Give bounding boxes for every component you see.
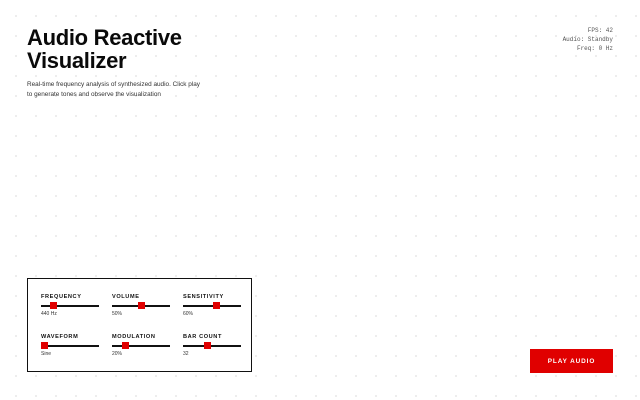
description-line-2: to generate tones and observe the visualization (27, 91, 161, 98)
bar-count-slider[interactable] (183, 345, 241, 347)
bar-count-control (183, 334, 241, 357)
volume-label: VOLUME (112, 294, 140, 300)
modulation-slider-thumb[interactable] (122, 342, 129, 349)
page-title (27, 26, 227, 72)
bar-count-label: BAR COUNT (183, 334, 222, 340)
sensitivity-control (183, 294, 241, 317)
stats-readout (563, 26, 613, 53)
sensitivity-value: 60% (183, 311, 194, 317)
volume-control (112, 294, 170, 317)
play-audio-button[interactable]: PLAY AUDIO (530, 349, 613, 373)
volume-value: 50% (112, 311, 123, 317)
modulation-value: 20% (112, 351, 123, 357)
page-description (27, 80, 227, 100)
bar-count-slider-thumb[interactable] (204, 342, 211, 349)
audio-status-readout: Audio: Standby (562, 36, 613, 43)
controls-panel (27, 278, 252, 372)
waveform-label: WAVEFORM (41, 334, 79, 340)
sensitivity-slider-thumb[interactable] (213, 302, 220, 309)
frequency-value: 440 Hz (41, 311, 57, 317)
bar-count-value: 32 (183, 351, 189, 357)
sensitivity-slider[interactable] (183, 305, 241, 307)
sensitivity-label: SENSITIVITY (183, 294, 224, 300)
frequency-slider[interactable] (41, 305, 99, 307)
waveform-slider[interactable] (41, 345, 99, 347)
fps-readout: FPS: 42 (587, 27, 613, 34)
waveform-value: Sine (41, 351, 52, 357)
description-line-1: Real-time frequency analysis of synthesized audio. Click play (27, 81, 200, 88)
modulation-label: MODULATION (112, 334, 156, 340)
frequency-control (41, 294, 99, 317)
volume-slider[interactable] (112, 305, 170, 307)
modulation-slider[interactable] (112, 345, 170, 347)
waveform-slider-thumb[interactable] (41, 342, 48, 349)
frequency-label: FREQUENCY (41, 294, 82, 300)
frequency-slider-thumb[interactable] (50, 302, 57, 309)
title-line-2: Visualizer (27, 48, 127, 73)
frequency-readout: Freq: 0 Hz (576, 45, 613, 52)
header (27, 26, 227, 100)
title-line-1: Audio Reactive (27, 25, 182, 50)
waveform-control (41, 334, 99, 357)
volume-slider-thumb[interactable] (138, 302, 145, 309)
modulation-control (112, 334, 170, 357)
